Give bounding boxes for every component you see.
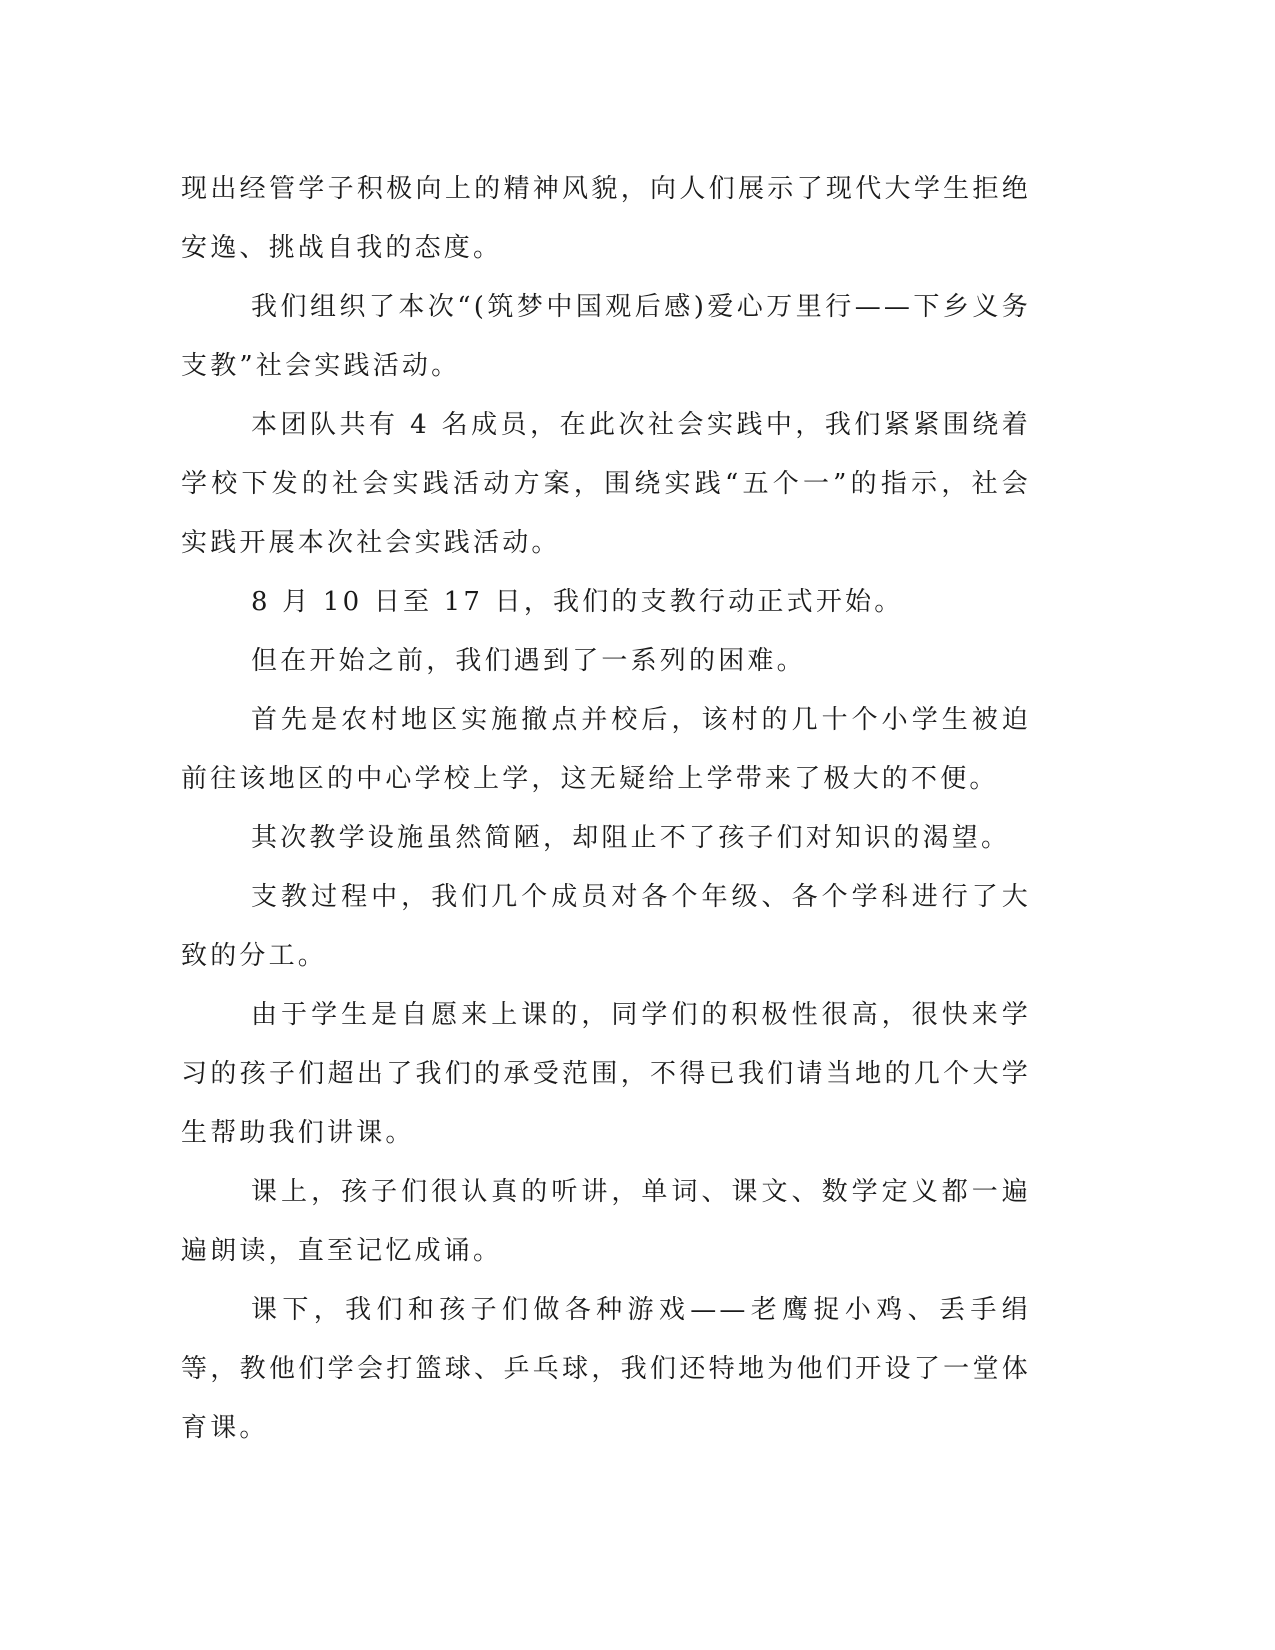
paragraph: 首先是农村地区实施撤点并校后，该村的几十个小学生被迫前往该地区的中心学校上学，这无疑给上学带来了极大的不便。 — [181, 705, 1031, 794]
paragraph: 由于学生是自愿来上课的，同学们的积极性很高，很快来学习的孩子们超出了我们的承受范围，不得已我们请当地的几个大学生帮助我们讲课。 — [181, 1000, 1031, 1148]
paragraph: 支教过程中，我们几个成员对各个年级、各个学科进行了大致的分工。 — [181, 882, 1031, 971]
paragraph: 课下，我们和孩子们做各种游戏——老鹰捉小鸡、丢手绢等，教他们学会打篮球、乒乓球，我们还特地为他们开设了一堂体育课。 — [181, 1295, 1031, 1443]
paragraph: 但在开始之前，我们遇到了一系列的困难。 — [251, 646, 806, 676]
paragraph: 8 月 10 日至 17 日，我们的支教行动正式开始。 — [251, 587, 904, 617]
paragraph: 课上，孩子们很认真的听讲，单词、课文、数学定义都一遍遍朗读，直至记忆成诵。 — [181, 1177, 1031, 1266]
paragraph-continuation: 现出经管学子积极向上的精神风貌，向人们展示了现代大学生拒绝安逸、挑战自我的态度。 — [181, 174, 1031, 263]
document-body — [181, 160, 1031, 1458]
paragraph: 其次教学设施虽然简陋，却阻止不了孩子们对知识的渴望。 — [251, 823, 1011, 853]
paragraph: 本团队共有 4 名成员，在此次社会实践中，我们紧紧围绕着学校下发的社会实践活动方案，围绕实践“五个一”的指示，社会实践开展本次社会实践活动。 — [181, 410, 1031, 558]
paragraph: 我们组织了本次“(筑梦中国观后感)爱心万里行——下乡义务支教”社会实践活动。 — [181, 292, 1031, 381]
